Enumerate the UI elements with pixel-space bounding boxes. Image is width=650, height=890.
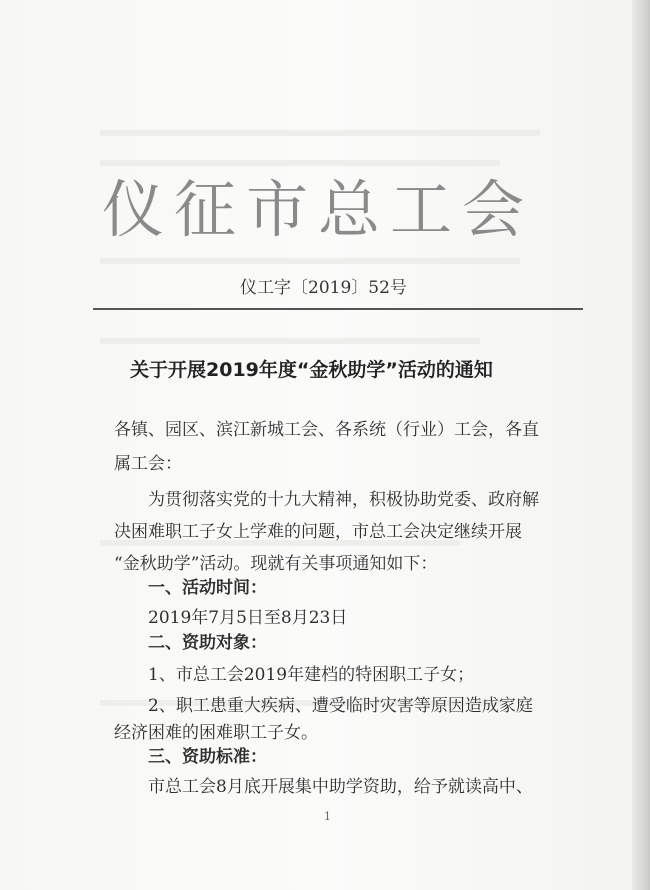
section-text: 市总工会8月底开展集中助学资助，给予就读高中、 — [148, 777, 533, 797]
intro-paragraph-line: 决困难职工子女上学难的问题，市总工会决定继续开展 — [114, 522, 522, 542]
salutation-line: 属工会： — [114, 454, 182, 474]
bleed-through-line — [100, 338, 480, 344]
document-title: 关于开展2019年度“金秋助学”活动的通知 — [130, 359, 493, 381]
bleed-through-line — [100, 258, 520, 264]
header-divider — [93, 308, 583, 310]
bleed-through-line — [100, 130, 540, 136]
intro-paragraph-line: “金秋助学”活动。现就有关事项通知如下： — [114, 554, 438, 574]
list-item: 2、职工患重大疾病、遭受临时灾害等原因造成家庭 — [148, 696, 533, 716]
list-item: 1、市总工会2019年建档的特困职工子女； — [148, 665, 475, 685]
page-edge-shadow — [632, 0, 650, 890]
section-heading: 三、资助标准： — [148, 747, 267, 767]
organization-name: 仪征市总工会 — [102, 173, 535, 246]
list-item-continuation: 经济困难的困难职工子女。 — [114, 723, 318, 743]
section-heading: 二、资助对象： — [148, 633, 267, 653]
intro-paragraph-line: 为贯彻落实党的十九大精神，积极协助党委、政府解 — [148, 490, 539, 510]
page-number: 1 — [324, 810, 331, 823]
salutation-line: 各镇、园区、滨江新城工会、各系统（行业）工会，各直 — [114, 420, 539, 440]
section-text: 2019年7月5日至8月23日 — [148, 608, 348, 628]
section-heading: 一、活动时间： — [148, 578, 267, 598]
document-number: 仪工字〔2019〕52号 — [240, 278, 407, 298]
